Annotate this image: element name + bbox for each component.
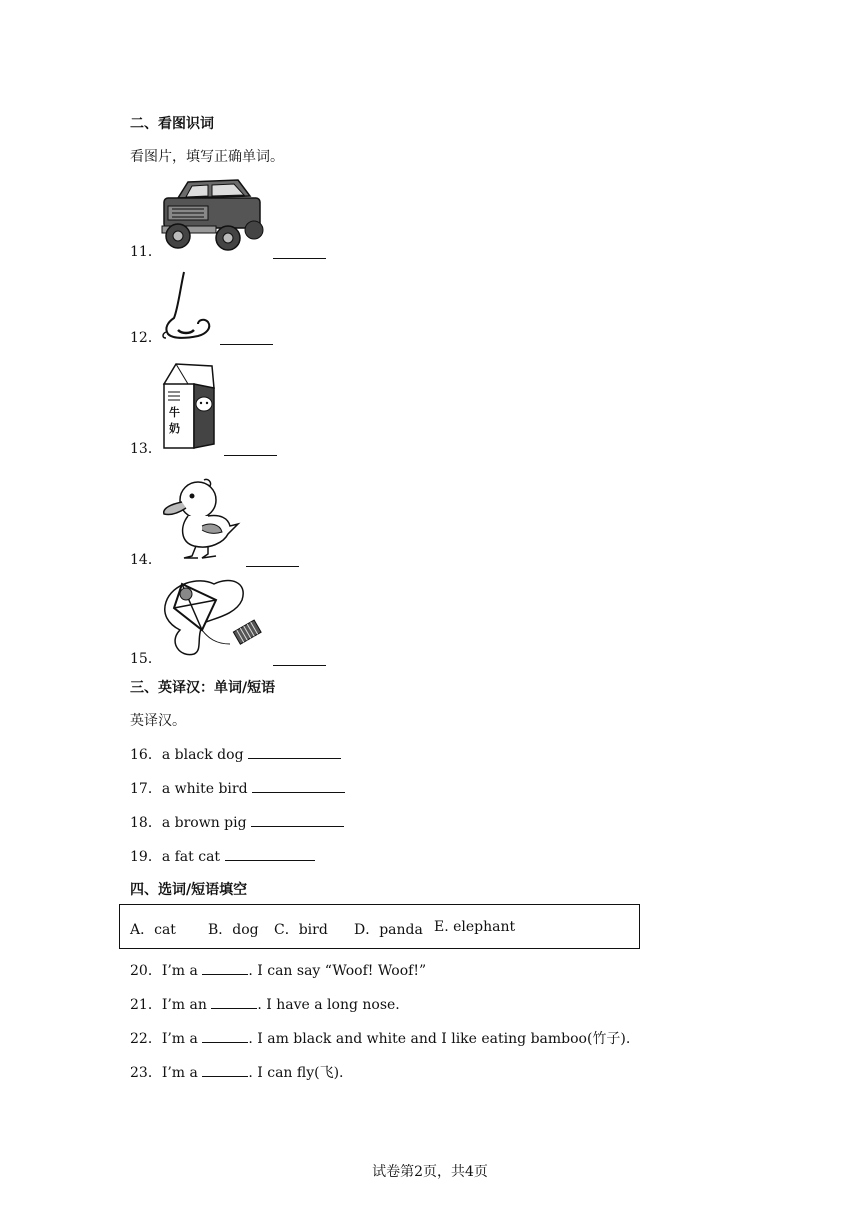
item-23-number: 23． [130, 1065, 162, 1081]
item-13-answer-blank[interactable] [224, 441, 277, 456]
section-2-instruction: 看图片，填写正确单词。 [130, 149, 284, 165]
item-21-answer-blank[interactable] [211, 994, 257, 1009]
item-23 [130, 1062, 344, 1082]
item-19-answer-blank[interactable] [225, 846, 315, 861]
kite-icon [158, 578, 268, 660]
item-19 [130, 846, 315, 866]
item-22-after: . I am black and white and I like eating bamboo(竹子). [248, 1031, 631, 1047]
jeep-car-icon [158, 176, 266, 252]
section-4-title: 四、选词/短语填空 [130, 882, 248, 898]
item-20 [130, 960, 426, 980]
item-18-answer-blank[interactable] [251, 812, 344, 827]
item-14-number: 14． [130, 552, 162, 568]
item-22 [130, 1028, 630, 1048]
section-2-title: 二、看图识词 [130, 116, 214, 132]
section-3-instruction: 英译汉。 [130, 713, 186, 729]
item-19-text: a fat cat [161, 849, 221, 865]
item-15-number: 15． [130, 651, 162, 667]
item-17 [130, 778, 345, 798]
item-22-answer-blank[interactable] [202, 1028, 248, 1043]
item-20-before: I’m a [161, 963, 203, 979]
item-12-answer-blank[interactable] [220, 330, 273, 345]
item-20-after: . I can say “Woof! Woof!” [248, 963, 427, 979]
item-17-answer-blank[interactable] [252, 778, 345, 793]
page-footer: 试卷第2页，共4页 [372, 1164, 488, 1180]
option-d: D．panda [354, 922, 423, 938]
option-c: C．bird [274, 922, 328, 938]
item-12-number: 12． [130, 330, 162, 346]
item-17-text: a white bird [161, 781, 248, 797]
item-20-number: 20． [130, 963, 162, 979]
item-16 [130, 744, 341, 764]
item-18-number: 18． [130, 815, 162, 831]
item-11-number: 11． [130, 244, 162, 260]
item-16-number: 16． [130, 747, 162, 763]
item-22-before: I’m a [161, 1031, 203, 1047]
item-21-number: 21． [130, 997, 162, 1013]
milk-carton-icon [160, 360, 218, 452]
item-16-answer-blank[interactable] [248, 744, 341, 759]
item-16-text: a black dog [161, 747, 244, 763]
item-21-before: I’m an [161, 997, 212, 1013]
option-a: A．cat [130, 922, 176, 938]
item-23-answer-blank[interactable] [202, 1062, 248, 1077]
item-23-after: . I can fly(飞). [248, 1065, 344, 1081]
item-18 [130, 812, 344, 832]
item-18-text: a brown pig [161, 815, 247, 831]
item-23-before: I’m a [161, 1065, 203, 1081]
item-21 [130, 994, 400, 1014]
option-e: E. elephant [434, 919, 516, 935]
carton-text-2: 奶 [169, 422, 180, 435]
item-13-number: 13． [130, 441, 162, 457]
option-b: B．dog [208, 922, 259, 938]
item-19-number: 19． [130, 849, 162, 865]
item-22-number: 22． [130, 1031, 162, 1047]
item-15-answer-blank[interactable] [273, 651, 326, 666]
carton-text-1: 牛 [169, 406, 180, 419]
item-21-after: . I have a long nose. [257, 997, 400, 1013]
item-14-answer-blank[interactable] [246, 552, 299, 567]
item-17-number: 17． [130, 781, 162, 797]
item-20-answer-blank[interactable] [202, 960, 248, 975]
item-11-answer-blank[interactable] [273, 244, 326, 259]
options-box [119, 904, 640, 949]
section-3-title: 三、英译汉：单词/短语 [130, 680, 276, 696]
nose-icon [158, 270, 214, 342]
duck-icon [158, 476, 242, 560]
